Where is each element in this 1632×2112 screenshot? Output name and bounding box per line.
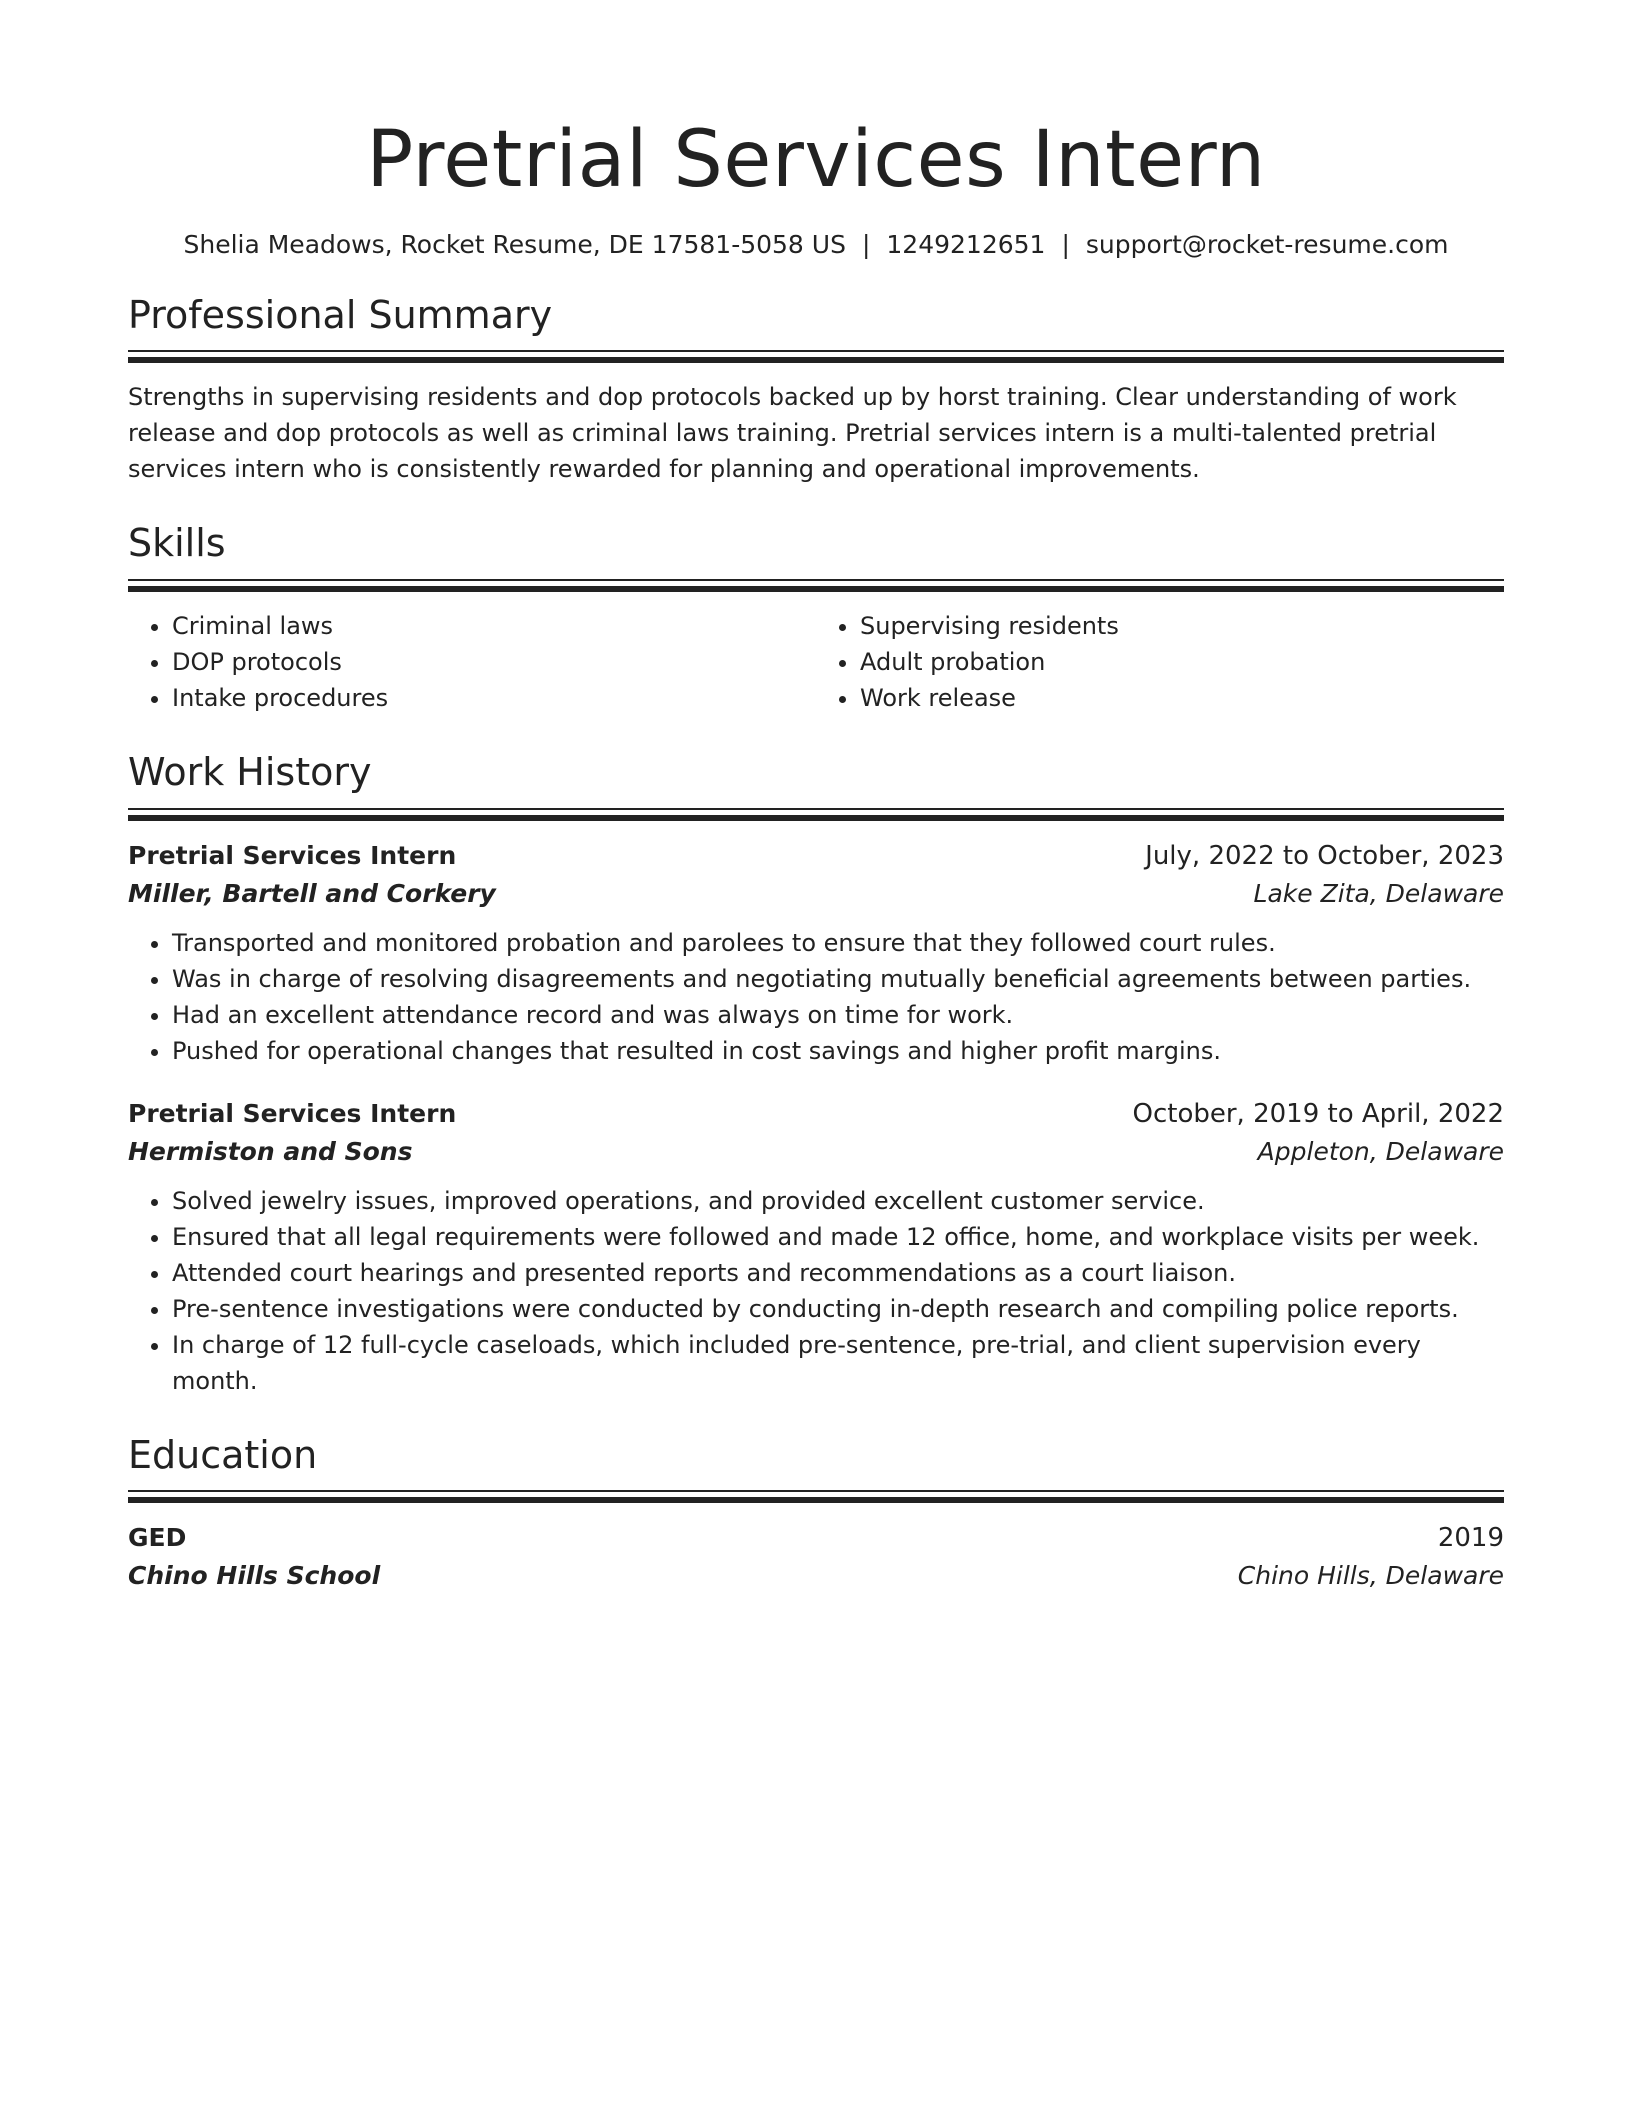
job-title: Pretrial Services Intern bbox=[128, 1098, 457, 1128]
job-bullet: • Ensured that all legal requirements were followed and made 12 office, home, and workplace visits per week. bbox=[172, 1219, 1504, 1255]
contact-separator: | bbox=[861, 229, 871, 259]
education-heading: Education bbox=[128, 1432, 318, 1477]
contact-phone: 1249212651 bbox=[886, 229, 1046, 259]
job-entry bbox=[128, 1095, 1504, 1399]
work-section bbox=[128, 750, 1504, 1399]
summary-section bbox=[128, 293, 1504, 488]
skills-column-left bbox=[128, 608, 816, 716]
section-divider bbox=[128, 350, 1504, 352]
skill-item: • Criminal laws bbox=[172, 608, 816, 644]
job-bullet: • Solved jewelry issues, improved operations, and provided excellent customer service. bbox=[172, 1183, 1504, 1219]
job-bullet: • Transported and monitored probation and parolees to ensure that they followed court rules. bbox=[172, 925, 1504, 961]
skill-item: • Supervising residents bbox=[860, 608, 1504, 644]
skills-heading: Skills bbox=[128, 521, 226, 566]
job-company-row bbox=[128, 1133, 1504, 1171]
work-heading: Work History bbox=[128, 749, 372, 794]
section-divider bbox=[128, 1490, 1504, 1492]
education-year: 2019 bbox=[1437, 1523, 1504, 1554]
job-company: Hermiston and Sons bbox=[128, 1136, 413, 1166]
job-bullet: • Was in charge of resolving disagreements and negotiating mutually beneficial agreements between parties. bbox=[172, 961, 1504, 997]
job-bullet: • Attended court hearings and presented reports and recommendations as a court liaison. bbox=[172, 1255, 1504, 1291]
summary-text: Strengths in supervising residents and dop protocols backed up by horst training. Clear understanding of work release and dop protocols as well as criminal laws training. Pretrial services intern is a multi-talented pretrial services intern who is consistently rewarded for planning and operational improvements. bbox=[128, 383, 1457, 484]
job-bullet: • Pushed for operational changes that resulted in cost savings and higher profit margins. bbox=[172, 1033, 1504, 1069]
skill-item: • Adult probation bbox=[860, 644, 1504, 680]
job-location: Appleton, Delaware bbox=[1257, 1136, 1504, 1166]
education-degree: GED bbox=[128, 1523, 187, 1553]
resume-title: Pretrial Services Intern bbox=[366, 115, 1266, 205]
section-divider bbox=[128, 579, 1504, 581]
job-header-row bbox=[128, 1095, 1504, 1133]
education-school: Chino Hills School bbox=[128, 1561, 381, 1591]
skills-section bbox=[128, 521, 1504, 716]
section-divider-thick bbox=[128, 586, 1504, 592]
job-dates: July, 2022 to October, 2023 bbox=[1145, 840, 1504, 871]
skills-list bbox=[128, 608, 1504, 716]
summary-heading: Professional Summary bbox=[128, 292, 553, 337]
section-divider-thick bbox=[128, 815, 1504, 821]
job-location: Lake Zita, Delaware bbox=[1253, 878, 1504, 908]
skill-item: • DOP protocols bbox=[172, 644, 816, 680]
skill-item: • Work release bbox=[860, 680, 1504, 716]
contact-address: Shelia Meadows, Rocket Resume, DE 17581-5058 US bbox=[183, 229, 846, 259]
job-dates: October, 2019 to April, 2022 bbox=[1132, 1098, 1504, 1129]
education-school-row bbox=[128, 1557, 1504, 1595]
section-divider bbox=[128, 808, 1504, 810]
education-location: Chino Hills, Delaware bbox=[1237, 1561, 1504, 1591]
job-bullet: • Pre-sentence investigations were conducted by conducting in-depth research and compiling police reports. bbox=[172, 1291, 1504, 1327]
education-section bbox=[128, 1433, 1504, 1596]
job-company: Miller, Bartell and Corkery bbox=[128, 878, 496, 908]
job-bullet: • In charge of 12 full-cycle caseloads, which included pre-sentence, pre-trial, and client supervision every month. bbox=[172, 1327, 1504, 1399]
skills-column-right bbox=[816, 608, 1504, 716]
job-entry bbox=[128, 837, 1504, 1069]
job-bullets bbox=[128, 1183, 1504, 1399]
contact-email: support@rocket-resume.com bbox=[1085, 229, 1449, 259]
contact-separator: | bbox=[1061, 229, 1070, 259]
contact-line bbox=[128, 230, 1504, 259]
job-company-row bbox=[128, 875, 1504, 913]
job-title: Pretrial Services Intern bbox=[128, 840, 457, 870]
section-divider-thick bbox=[128, 1497, 1504, 1503]
job-header-row bbox=[128, 837, 1504, 875]
job-bullet: • Had an excellent attendance record and was always on time for work. bbox=[172, 997, 1504, 1033]
section-divider-thick bbox=[128, 357, 1504, 363]
skill-item: • Intake procedures bbox=[172, 680, 816, 716]
job-bullets bbox=[128, 925, 1504, 1069]
education-header-row bbox=[128, 1519, 1504, 1557]
